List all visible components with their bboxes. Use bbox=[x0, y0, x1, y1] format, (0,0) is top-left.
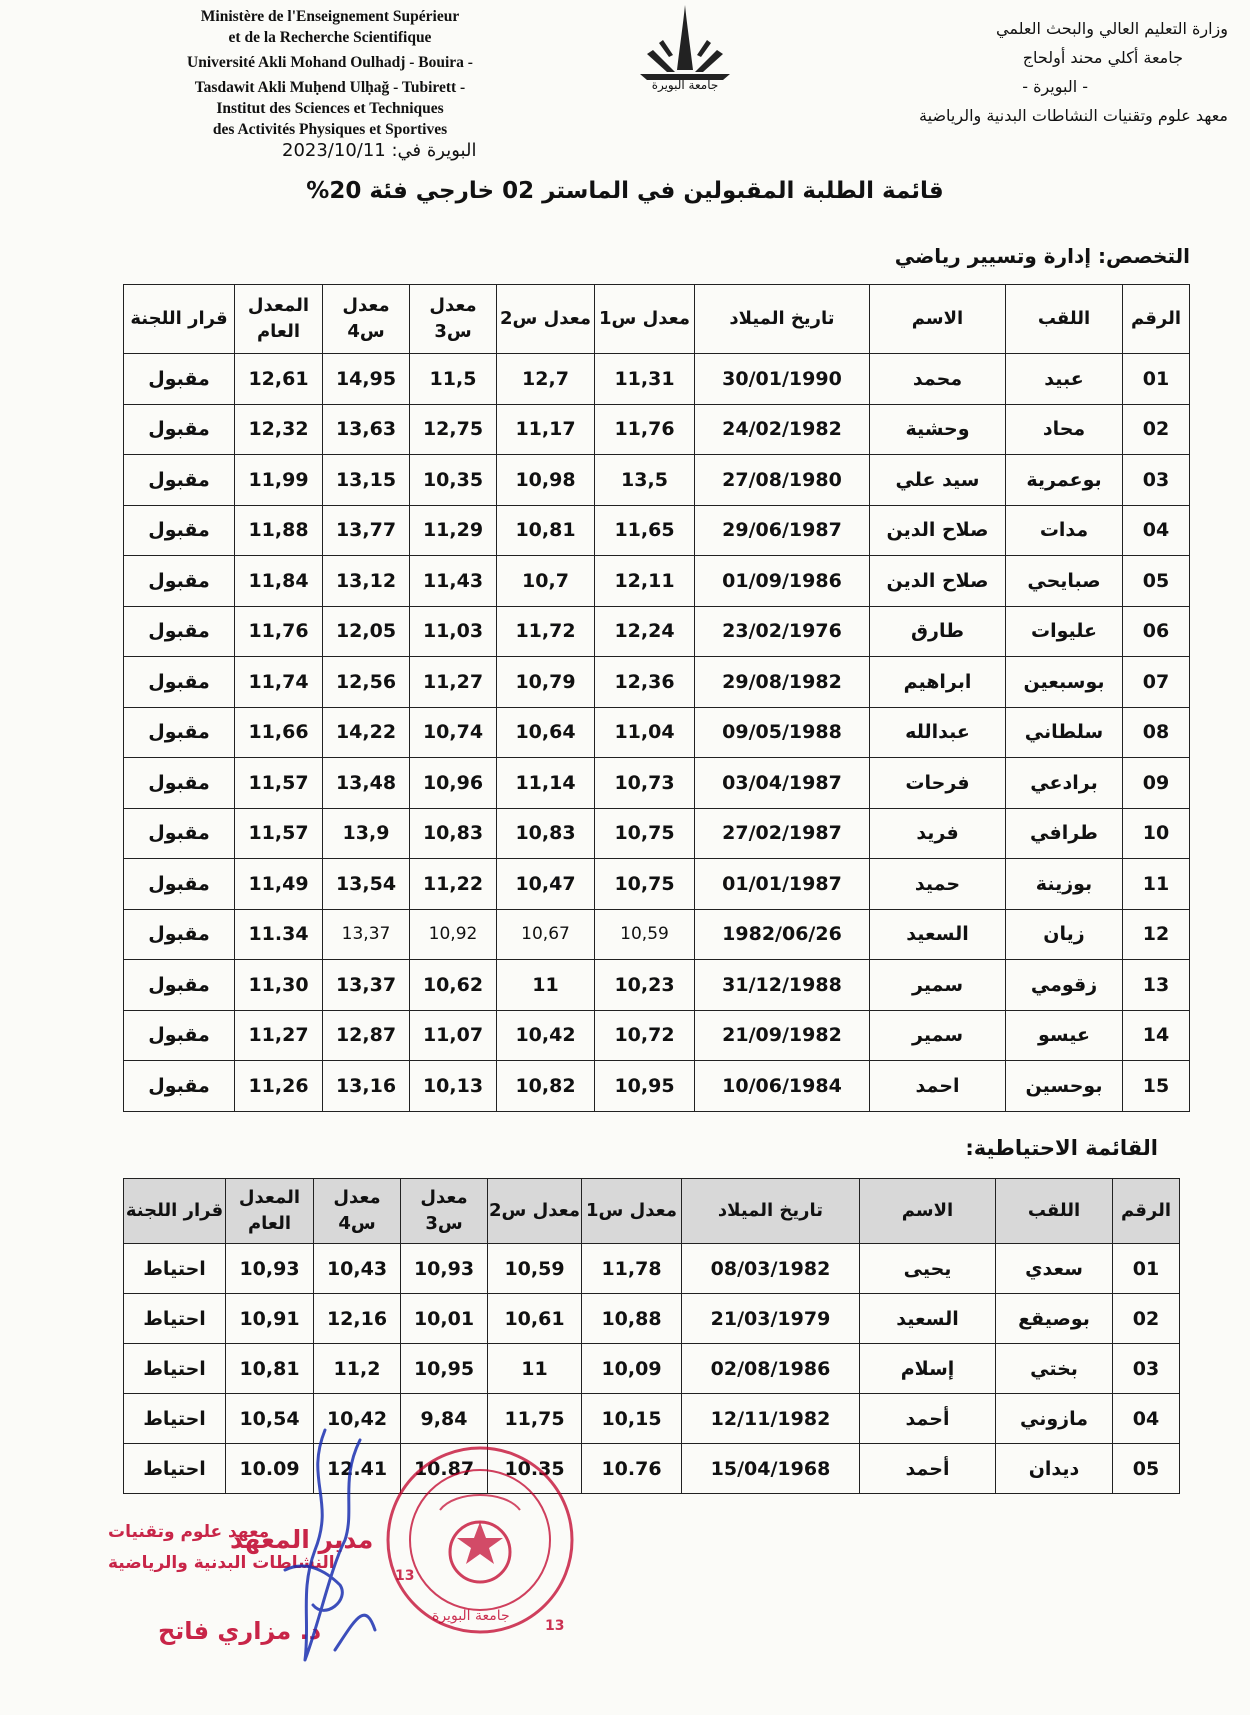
avg-s2-cell: 10,81 bbox=[497, 505, 595, 556]
committee-decision-cell: مقبول bbox=[124, 758, 235, 809]
accepted-student-row bbox=[124, 758, 1190, 809]
reserve-student-row bbox=[124, 1244, 1180, 1294]
general-average-cell: 11,30 bbox=[235, 960, 323, 1011]
row-number-cell: 03 bbox=[1123, 455, 1190, 506]
birth-date-cell: 24/02/1982 bbox=[695, 404, 870, 455]
column-header: معدل س2 bbox=[488, 1179, 582, 1244]
birth-date-cell: 29/08/1982 bbox=[695, 657, 870, 708]
birth-date-cell: 30/01/1990 bbox=[695, 354, 870, 405]
avg-s3-cell: 11,29 bbox=[410, 505, 497, 556]
avg-s3-cell: 10,93 bbox=[401, 1244, 488, 1294]
director-stamp-line: معهد علوم وتقنيات bbox=[108, 1522, 270, 1542]
column-header: معدل س4 bbox=[323, 285, 410, 354]
accepted-student-row bbox=[124, 960, 1190, 1011]
avg-s2-cell: 11 bbox=[488, 1344, 582, 1394]
column-header: تاريخ الميلاد bbox=[695, 285, 870, 354]
avg-s4-cell: 13,12 bbox=[323, 556, 410, 607]
avg-s1-cell: 12,11 bbox=[595, 556, 695, 607]
general-average-cell: 11,99 bbox=[235, 455, 323, 506]
avg-s3-cell: 10,62 bbox=[410, 960, 497, 1011]
first-name-cell: سمير bbox=[870, 1010, 1006, 1061]
avg-s1-cell: 11,04 bbox=[595, 707, 695, 758]
column-header: تاريخ الميلاد bbox=[682, 1179, 860, 1244]
column-header: اللقب bbox=[996, 1179, 1113, 1244]
birth-date-cell: 31/12/1988 bbox=[695, 960, 870, 1011]
avg-s3-cell: 11,22 bbox=[410, 859, 497, 910]
avg-s3-cell: 10,96 bbox=[410, 758, 497, 809]
committee-decision-cell: مقبول bbox=[124, 1061, 235, 1112]
avg-s4-cell: 13,37 bbox=[323, 909, 410, 960]
birth-date-cell: 01/01/1987 bbox=[695, 859, 870, 910]
column-header: قرار اللجنة bbox=[124, 285, 235, 354]
reserve-student-row bbox=[124, 1294, 1180, 1344]
avg-s2-cell: 10,7 bbox=[497, 556, 595, 607]
column-header: معدل س3 bbox=[401, 1179, 488, 1244]
general-average-cell: 12,61 bbox=[235, 354, 323, 405]
avg-s1-cell: 11,65 bbox=[595, 505, 695, 556]
column-header: الرقم bbox=[1123, 285, 1190, 354]
committee-decision-cell: مقبول bbox=[124, 354, 235, 405]
avg-s2-cell: 10,67 bbox=[497, 909, 595, 960]
row-number-cell: 11 bbox=[1123, 859, 1190, 910]
last-name-cell: طرافي bbox=[1006, 808, 1123, 859]
committee-decision-cell: مقبول bbox=[124, 556, 235, 607]
avg-s3-cell: 10,92 bbox=[410, 909, 497, 960]
signature-icon bbox=[265, 1420, 405, 1680]
accepted-student-row bbox=[124, 556, 1190, 607]
last-name-cell: بوسبعين bbox=[1006, 657, 1123, 708]
row-number-cell: 13 bbox=[1123, 960, 1190, 1011]
header-fr-line: des Activités Physiques et Sportives bbox=[212, 121, 448, 138]
row-number-cell: 09 bbox=[1123, 758, 1190, 809]
last-name-cell: صبايحي bbox=[1006, 556, 1123, 607]
row-number-cell: 02 bbox=[1113, 1294, 1180, 1344]
birth-date-cell: 01/09/1986 bbox=[695, 556, 870, 607]
first-name-cell: محمد bbox=[870, 354, 1006, 405]
column-header: اللقب bbox=[1006, 285, 1123, 354]
stamp-number: 13 bbox=[395, 1568, 415, 1584]
row-number-cell: 01 bbox=[1113, 1244, 1180, 1294]
first-name-cell: أحمد bbox=[860, 1444, 996, 1494]
last-name-cell: زيان bbox=[1006, 909, 1123, 960]
last-name-cell: سعدي bbox=[996, 1244, 1113, 1294]
avg-s2-cell: 11 bbox=[497, 960, 595, 1011]
avg-s3-cell: 10.87 bbox=[401, 1444, 488, 1494]
avg-s3-cell: 10,35 bbox=[410, 455, 497, 506]
committee-decision-cell: مقبول bbox=[124, 808, 235, 859]
avg-s1-cell: 11,76 bbox=[595, 404, 695, 455]
logo-caption: جامعة البويرة bbox=[651, 78, 719, 92]
director-name: د. مزاري فاتح bbox=[158, 1617, 322, 1645]
last-name-cell: ديدان bbox=[996, 1444, 1113, 1494]
avg-s1-cell: 10,23 bbox=[595, 960, 695, 1011]
header-fr-line: Tasdawit Akli Muḥend Ulḥağ - Tubirett - bbox=[194, 79, 466, 96]
first-name-cell: فرحات bbox=[870, 758, 1006, 809]
general-average-cell: 11,27 bbox=[235, 1010, 323, 1061]
reserve-student-row bbox=[124, 1344, 1180, 1394]
accepted-student-row bbox=[124, 404, 1190, 455]
last-name-cell: بوحسين bbox=[1006, 1061, 1123, 1112]
document-date: البويرة في: 2023/10/11 bbox=[282, 140, 477, 161]
header-fr-line: et de la Recherche Scientifique bbox=[228, 29, 432, 46]
row-number-cell: 05 bbox=[1123, 556, 1190, 607]
last-name-cell: بوصيقع bbox=[996, 1294, 1113, 1344]
birth-date-cell: 08/03/1982 bbox=[682, 1244, 860, 1294]
specialty-label: التخصص: إدارة وتسيير رياضي bbox=[894, 244, 1190, 268]
header-ar-line: معهد علوم وتقنيات النشاطات البدنية والرياضية bbox=[919, 106, 1228, 125]
header-fr-line: Institut des Sciences et Techniques bbox=[216, 100, 444, 117]
avg-s2-cell: 11,72 bbox=[497, 606, 595, 657]
committee-decision-cell: مقبول bbox=[124, 909, 235, 960]
avg-s2-cell: 11,14 bbox=[497, 758, 595, 809]
accepted-students-table bbox=[123, 284, 1190, 1112]
birth-date-cell: 09/05/1988 bbox=[695, 707, 870, 758]
committee-decision-cell: مقبول bbox=[124, 404, 235, 455]
column-header: الاسم bbox=[870, 285, 1006, 354]
university-logo bbox=[625, 0, 745, 100]
avg-s4-cell: 13,77 bbox=[323, 505, 410, 556]
avg-s3-cell: 11,43 bbox=[410, 556, 497, 607]
row-number-cell: 12 bbox=[1123, 909, 1190, 960]
first-name-cell: وحشية bbox=[870, 404, 1006, 455]
column-header: معدل س1 bbox=[595, 285, 695, 354]
avg-s4-cell: 13,48 bbox=[323, 758, 410, 809]
birth-date-cell: 10/06/1984 bbox=[695, 1061, 870, 1112]
general-average-cell: 10.09 bbox=[226, 1444, 314, 1494]
column-header: قرار اللجنة bbox=[124, 1179, 226, 1244]
general-average-cell: 11.34 bbox=[235, 909, 323, 960]
avg-s1-cell: 10,59 bbox=[595, 909, 695, 960]
avg-s2-cell: 11,17 bbox=[497, 404, 595, 455]
avg-s1-cell: 10,95 bbox=[595, 1061, 695, 1112]
accepted-student-row bbox=[124, 1010, 1190, 1061]
first-name-cell: صلاح الدين bbox=[870, 505, 1006, 556]
document-title: قائمة الطلبة المقبولين في الماستر 02 خارجي فئة 20% bbox=[306, 178, 944, 204]
birth-date-cell: 15/04/1968 bbox=[682, 1444, 860, 1494]
header-french bbox=[115, 6, 545, 140]
last-name-cell: عبيد bbox=[1006, 354, 1123, 405]
avg-s2-cell: 10,64 bbox=[497, 707, 595, 758]
accepted-student-row bbox=[124, 707, 1190, 758]
stamp-caption: جامعة البويرة bbox=[432, 1608, 510, 1624]
first-name-cell: عبدالله bbox=[870, 707, 1006, 758]
avg-s4-cell: 12.41 bbox=[314, 1444, 401, 1494]
committee-decision-cell: مقبول bbox=[124, 505, 235, 556]
first-name-cell: ابراهيم bbox=[870, 657, 1006, 708]
avg-s3-cell: 11,03 bbox=[410, 606, 497, 657]
general-average-cell: 10,81 bbox=[226, 1344, 314, 1394]
general-average-cell: 11,26 bbox=[235, 1061, 323, 1112]
column-header: الاسم bbox=[860, 1179, 996, 1244]
table-header-row bbox=[124, 285, 1190, 354]
avg-s4-cell: 12,16 bbox=[314, 1294, 401, 1344]
row-number-cell: 05 bbox=[1113, 1444, 1180, 1494]
avg-s2-cell: 10,42 bbox=[497, 1010, 595, 1061]
last-name-cell: برادعي bbox=[1006, 758, 1123, 809]
row-number-cell: 03 bbox=[1113, 1344, 1180, 1394]
accepted-student-row bbox=[124, 657, 1190, 708]
general-average-cell: 11,88 bbox=[235, 505, 323, 556]
avg-s3-cell: 11,5 bbox=[410, 354, 497, 405]
first-name-cell: حميد bbox=[870, 859, 1006, 910]
header-ar-line: وزارة التعليم العالي والبحث العلمي bbox=[996, 19, 1228, 38]
committee-decision-cell: احتياط bbox=[124, 1294, 226, 1344]
header-ar-line: جامعة أكلي محند أولحاج bbox=[1022, 48, 1183, 67]
avg-s4-cell: 13,63 bbox=[323, 404, 410, 455]
general-average-cell: 10,91 bbox=[226, 1294, 314, 1344]
header-fr-line: Ministère de l'Enseignement Supérieur bbox=[200, 8, 460, 25]
avg-s1-cell: 10,15 bbox=[582, 1394, 682, 1444]
row-number-cell: 07 bbox=[1123, 657, 1190, 708]
row-number-cell: 08 bbox=[1123, 707, 1190, 758]
birth-date-cell: 21/09/1982 bbox=[695, 1010, 870, 1061]
first-name-cell: سيد علي bbox=[870, 455, 1006, 506]
committee-decision-cell: مقبول bbox=[124, 455, 235, 506]
avg-s2-cell: 10,79 bbox=[497, 657, 595, 708]
general-average-cell: 11,74 bbox=[235, 657, 323, 708]
avg-s2-cell: 10,82 bbox=[497, 1061, 595, 1112]
avg-s4-cell: 12,56 bbox=[323, 657, 410, 708]
general-average-cell: 10,54 bbox=[226, 1394, 314, 1444]
general-average-cell: 11,66 bbox=[235, 707, 323, 758]
avg-s1-cell: 11,31 bbox=[595, 354, 695, 405]
avg-s4-cell: 13,16 bbox=[323, 1061, 410, 1112]
last-name-cell: محاد bbox=[1006, 404, 1123, 455]
birth-date-cell: 21/03/1979 bbox=[682, 1294, 860, 1344]
last-name-cell: بختي bbox=[996, 1344, 1113, 1394]
first-name-cell: سمير bbox=[870, 960, 1006, 1011]
birth-date-cell: 27/02/1987 bbox=[695, 808, 870, 859]
avg-s1-cell: 10,75 bbox=[595, 859, 695, 910]
first-name-cell: السعيد bbox=[860, 1294, 996, 1344]
committee-decision-cell: احتياط bbox=[124, 1394, 226, 1444]
avg-s3-cell: 10,95 bbox=[401, 1344, 488, 1394]
column-header: الرقم bbox=[1113, 1179, 1180, 1244]
general-average-cell: 12,32 bbox=[235, 404, 323, 455]
avg-s3-cell: 10,83 bbox=[410, 808, 497, 859]
birth-date-cell: 27/08/1980 bbox=[695, 455, 870, 506]
general-average-cell: 11,57 bbox=[235, 808, 323, 859]
avg-s1-cell: 10,73 bbox=[595, 758, 695, 809]
accepted-student-row bbox=[124, 455, 1190, 506]
avg-s4-cell: 14,22 bbox=[323, 707, 410, 758]
committee-decision-cell: مقبول bbox=[124, 1010, 235, 1061]
general-average-cell: 11,76 bbox=[235, 606, 323, 657]
avg-s4-cell: 10,42 bbox=[314, 1394, 401, 1444]
row-number-cell: 01 bbox=[1123, 354, 1190, 405]
avg-s2-cell: 10,59 bbox=[488, 1244, 582, 1294]
column-header: معدل س1 bbox=[582, 1179, 682, 1244]
avg-s4-cell: 12,87 bbox=[323, 1010, 410, 1061]
avg-s4-cell: 14,95 bbox=[323, 354, 410, 405]
avg-s3-cell: 10,01 bbox=[401, 1294, 488, 1344]
committee-decision-cell: احتياط bbox=[124, 1444, 226, 1494]
committee-decision-cell: مقبول bbox=[124, 657, 235, 708]
avg-s1-cell: 10,09 bbox=[582, 1344, 682, 1394]
avg-s1-cell: 10,88 bbox=[582, 1294, 682, 1344]
header-fr-line: Université Akli Mohand Oulhadj - Bouira - bbox=[187, 54, 473, 71]
stamp-number: 13 bbox=[545, 1618, 565, 1634]
last-name-cell: مدات bbox=[1006, 505, 1123, 556]
general-average-cell: 11,84 bbox=[235, 556, 323, 607]
avg-s2-cell: 10,47 bbox=[497, 859, 595, 910]
last-name-cell: مازوني bbox=[996, 1394, 1113, 1444]
first-name-cell: يحيى bbox=[860, 1244, 996, 1294]
first-name-cell: احمد bbox=[870, 1061, 1006, 1112]
last-name-cell: بوعمرية bbox=[1006, 455, 1123, 506]
avg-s4-cell: 12,05 bbox=[323, 606, 410, 657]
birth-date-cell: 02/08/1986 bbox=[682, 1344, 860, 1394]
accepted-student-row bbox=[124, 606, 1190, 657]
accepted-student-row bbox=[124, 808, 1190, 859]
row-number-cell: 02 bbox=[1123, 404, 1190, 455]
column-header: المعدل العام bbox=[226, 1179, 314, 1244]
committee-decision-cell: مقبول bbox=[124, 606, 235, 657]
last-name-cell: سلطاني bbox=[1006, 707, 1123, 758]
birth-date-cell: 03/04/1987 bbox=[695, 758, 870, 809]
accepted-student-row bbox=[124, 909, 1190, 960]
avg-s2-cell: 10,83 bbox=[497, 808, 595, 859]
avg-s3-cell: 11,27 bbox=[410, 657, 497, 708]
avg-s3-cell: 10,13 bbox=[410, 1061, 497, 1112]
header-arabic bbox=[788, 14, 1228, 130]
avg-s1-cell: 13,5 bbox=[595, 455, 695, 506]
reserve-list-title: القائمة الاحتياطية: bbox=[965, 1136, 1158, 1160]
accepted-student-row bbox=[124, 859, 1190, 910]
row-number-cell: 06 bbox=[1123, 606, 1190, 657]
avg-s1-cell: 11,78 bbox=[582, 1244, 682, 1294]
avg-s2-cell: 12,7 bbox=[497, 354, 595, 405]
general-average-cell: 10,93 bbox=[226, 1244, 314, 1294]
birth-date-cell: 12/11/1982 bbox=[682, 1394, 860, 1444]
first-name-cell: صلاح الدين bbox=[870, 556, 1006, 607]
birth-date-cell: 1982/06/26 bbox=[695, 909, 870, 960]
avg-s3-cell: 9,84 bbox=[401, 1394, 488, 1444]
column-header: معدل س4 bbox=[314, 1179, 401, 1244]
row-number-cell: 15 bbox=[1123, 1061, 1190, 1112]
last-name-cell: عليوات bbox=[1006, 606, 1123, 657]
avg-s2-cell: 10.35 bbox=[488, 1444, 582, 1494]
last-name-cell: عيسو bbox=[1006, 1010, 1123, 1061]
committee-decision-cell: احتياط bbox=[124, 1244, 226, 1294]
first-name-cell: طارق bbox=[870, 606, 1006, 657]
first-name-cell: السعيد bbox=[870, 909, 1006, 960]
row-number-cell: 10 bbox=[1123, 808, 1190, 859]
committee-decision-cell: مقبول bbox=[124, 859, 235, 910]
avg-s3-cell: 10,74 bbox=[410, 707, 497, 758]
committee-decision-cell: احتياط bbox=[124, 1344, 226, 1394]
avg-s1-cell: 12,36 bbox=[595, 657, 695, 708]
header-ar-line: - البويرة - bbox=[1022, 77, 1088, 96]
column-header: المعدل العام bbox=[235, 285, 323, 354]
row-number-cell: 04 bbox=[1113, 1394, 1180, 1444]
avg-s1-cell: 10.76 bbox=[582, 1444, 682, 1494]
avg-s1-cell: 12,24 bbox=[595, 606, 695, 657]
avg-s4-cell: 13,9 bbox=[323, 808, 410, 859]
row-number-cell: 04 bbox=[1123, 505, 1190, 556]
general-average-cell: 11,57 bbox=[235, 758, 323, 809]
avg-s4-cell: 13,37 bbox=[323, 960, 410, 1011]
avg-s4-cell: 10,43 bbox=[314, 1244, 401, 1294]
committee-decision-cell: مقبول bbox=[124, 960, 235, 1011]
avg-s2-cell: 10,98 bbox=[497, 455, 595, 506]
birth-date-cell: 29/06/1987 bbox=[695, 505, 870, 556]
director-title: مدير المعهد bbox=[230, 1525, 374, 1554]
avg-s4-cell: 13,54 bbox=[323, 859, 410, 910]
avg-s2-cell: 10,61 bbox=[488, 1294, 582, 1344]
director-stamp-line: النشاطات البدنية والرياضية bbox=[108, 1553, 335, 1573]
accepted-student-row bbox=[124, 354, 1190, 405]
accepted-student-row bbox=[124, 1061, 1190, 1112]
column-header: معدل س2 bbox=[497, 285, 595, 354]
birth-date-cell: 23/02/1976 bbox=[695, 606, 870, 657]
table-header-row bbox=[124, 1179, 1180, 1244]
accepted-student-row bbox=[124, 505, 1190, 556]
avg-s1-cell: 10,75 bbox=[595, 808, 695, 859]
avg-s2-cell: 11,75 bbox=[488, 1394, 582, 1444]
first-name-cell: فريد bbox=[870, 808, 1006, 859]
last-name-cell: بوزينة bbox=[1006, 859, 1123, 910]
avg-s3-cell: 11,07 bbox=[410, 1010, 497, 1061]
first-name-cell: أحمد bbox=[860, 1394, 996, 1444]
last-name-cell: زقومي bbox=[1006, 960, 1123, 1011]
column-header: معدل س3 bbox=[410, 285, 497, 354]
committee-decision-cell: مقبول bbox=[124, 707, 235, 758]
avg-s3-cell: 12,75 bbox=[410, 404, 497, 455]
avg-s1-cell: 10,72 bbox=[595, 1010, 695, 1061]
general-average-cell: 11,49 bbox=[235, 859, 323, 910]
avg-s4-cell: 13,15 bbox=[323, 455, 410, 506]
avg-s4-cell: 11,2 bbox=[314, 1344, 401, 1394]
first-name-cell: إسلام bbox=[860, 1344, 996, 1394]
row-number-cell: 14 bbox=[1123, 1010, 1190, 1061]
